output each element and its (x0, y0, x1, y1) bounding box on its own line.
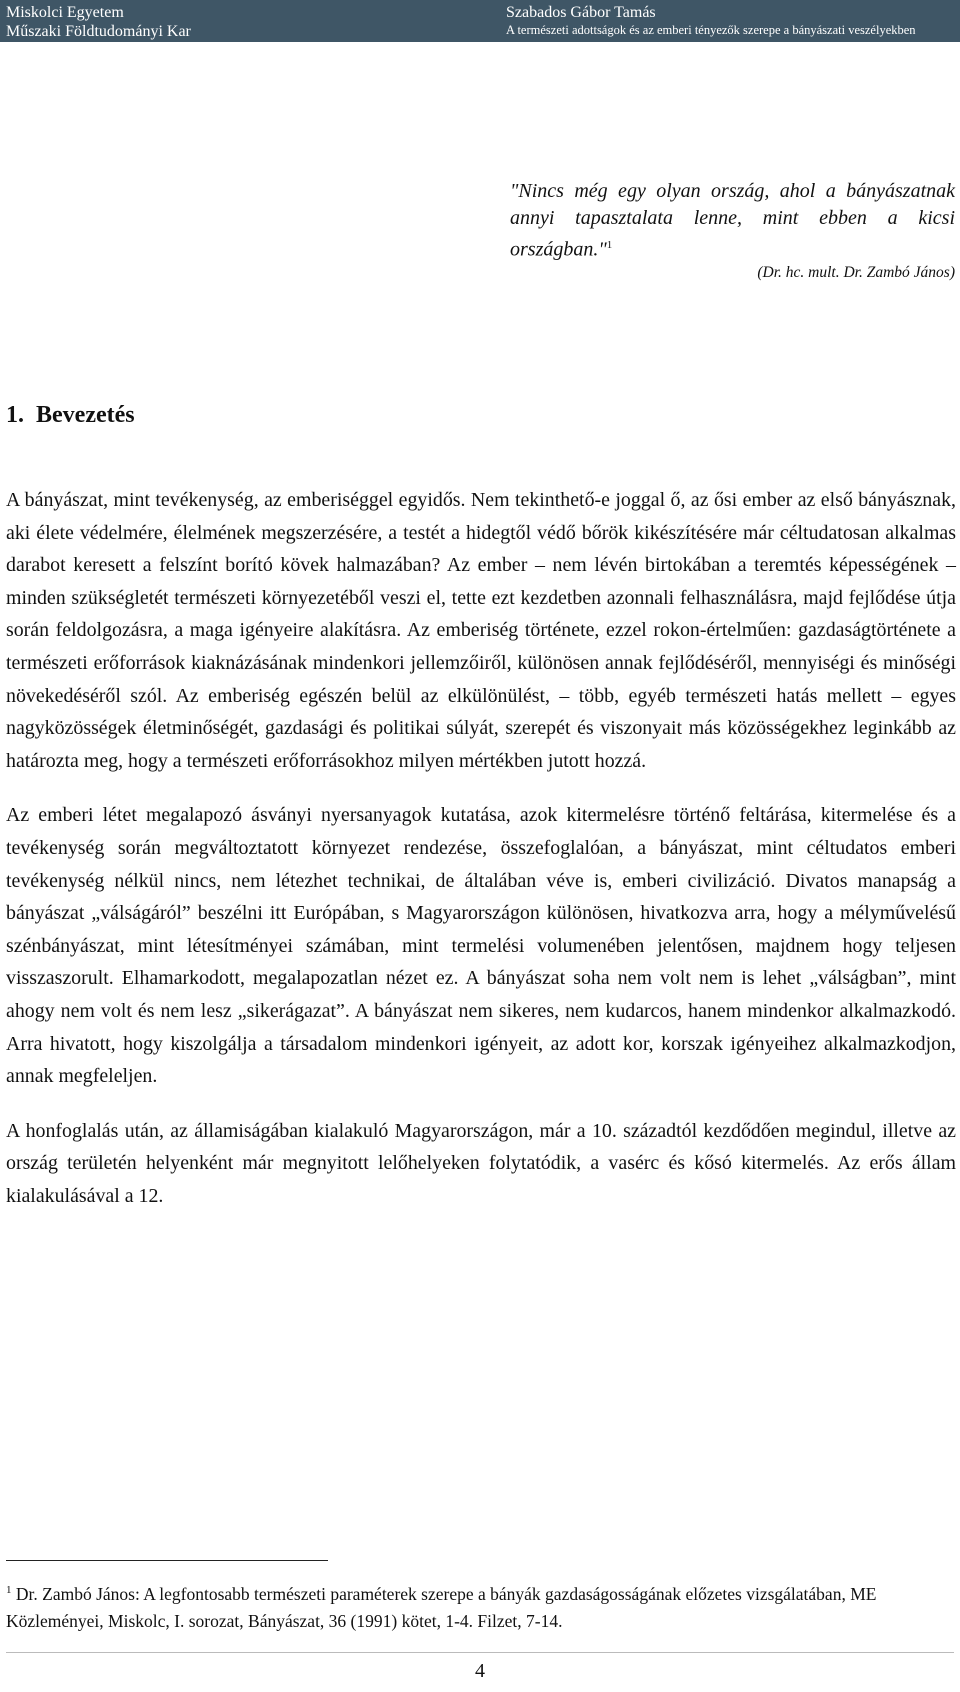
header-university: Miskolci Egyetem (6, 4, 124, 21)
section-heading (6, 402, 135, 429)
header-title-line2: és az azok elleni védekezésben (506, 40, 661, 54)
body-text (6, 484, 956, 1234)
footnote-text: Dr. Zambó János: A legfontosabb természeti paraméterek szerepe a bányák gazdaságosságának előzetes vizsgálatában, ME Közleményei, Miskolc, I. sorozat, Bányászat, 36 (1991) kötet, 1-4. Filzet, 7-14. (6, 1583, 877, 1631)
paragraph-2: Az emberi létet megalapozó ásványi nyersanyagok kutatása, azok kitermelésre történő feltárása, kitermelése és a tevékenység során megváltoztatott környezet rendezése, összefoglalóan, a bányászat, mint céltudatos emberi tevékenység nélkül nincs, nem létezhet technikai, de általában véve is, emberi civilizáció. Divatos manapság a bányászat „válságáról” beszélni itt Európában, s Magyarországon különösen, hivatkozva arra, hogy a mélyművelésű szénbányászat, mint létesítményei számában, mint termelési volumenében jelentősen, majdnem hogy teljesen visszaszorult. Elhamarkodott, megalapozatlan nézet ez. A bányászat soha nem volt nem is lehet „válságban”, mint ahogy nem volt és nem lesz „sikerágazat”. A bányászat nem sikeres, nem kudarcos, hanem mindenkor alkalmazkodó. Arra hivatott, hogy kiszolgálja a társadalom mindenkori igényeit, az adott kor, korszak igényeihez alkalmazkodjon, annak megfeleljen. (6, 804, 956, 1088)
header-title-line1: A természeti adottságok és az emberi tényezők szerepe a bányászati veszélyekben (506, 23, 916, 37)
section-number: 1. (6, 402, 24, 428)
section-title: Bevezetés (36, 402, 135, 428)
footnote (6, 1577, 956, 1635)
running-header (0, 0, 960, 54)
header-institution (6, 3, 191, 41)
motto-source: (Dr. hc. mult. Dr. Zambó János) (757, 264, 955, 281)
footnote-separator (6, 1560, 328, 1561)
header-author: Szabados Gábor Tamás (506, 4, 656, 21)
header-faculty: Műszaki Földtudományi Kar (6, 23, 191, 40)
paragraph-1: A bányászat, mint tevékenység, az emberiséggel egyidős. Nem tekinthető-e joggal ő, az ősi ember az első bányásznak, aki élete védelmére, élelmének megszerzésére, a testét a hidegtől védő bőrök kikészítésére már céltudatosan alkalmas darabot keresett a felszínt borító kövek halmazában? Az ember – nem lévén birtokában a teremtés képességének – minden szükségletét természeti környezetéből veszi el, tette ezt kezdetben azonnali felhasználásra, majd fejlődése útja során feldolgozásra, a maga igényeire alakításra. Az emberiség története, ezzel rokon-értelműen: gazdaságtörténete a természeti erőforrások kiaknázásának mindenkori jellemzőiről, különösen annak fejlődéséről, mennyiségi és minőségi növekedéséről szól. Az emberiség egészén belül az elkülönülést, – több, egyéb természeti hatás mellett – egyes nagyközösségek életminőségét, gazdasági és politikai súlyát, szerepét és viszonyait más közösségekhez leginkább az határozta meg, hogy a természeti erőforrásokhoz milyen mértékben jutott hozzá. (6, 489, 956, 772)
header-thesis-info (506, 3, 946, 56)
footnote-mark: 1 (6, 1584, 12, 1596)
motto-footnote-mark: 1 (606, 239, 613, 251)
page-number: 4 (475, 1660, 485, 1682)
motto-text: "Nincs még egy olyan ország, ahol a bányászatnak annyi tapasztalata lenne, mint ebben a kicsi országban." (510, 180, 955, 261)
motto-quote (510, 178, 955, 264)
footer-separator (6, 1652, 954, 1653)
paragraph-3: A honfoglalás után, az államiságában kialakuló Magyarországon, már a 10. századtól kezdődően megindul, illetve az ország területén helyenként már megnyitott lelőhelyeken folytatódik, a vasérc és kősó kitermelés. Az erős állam kialakulásával a 12. (6, 1119, 956, 1207)
